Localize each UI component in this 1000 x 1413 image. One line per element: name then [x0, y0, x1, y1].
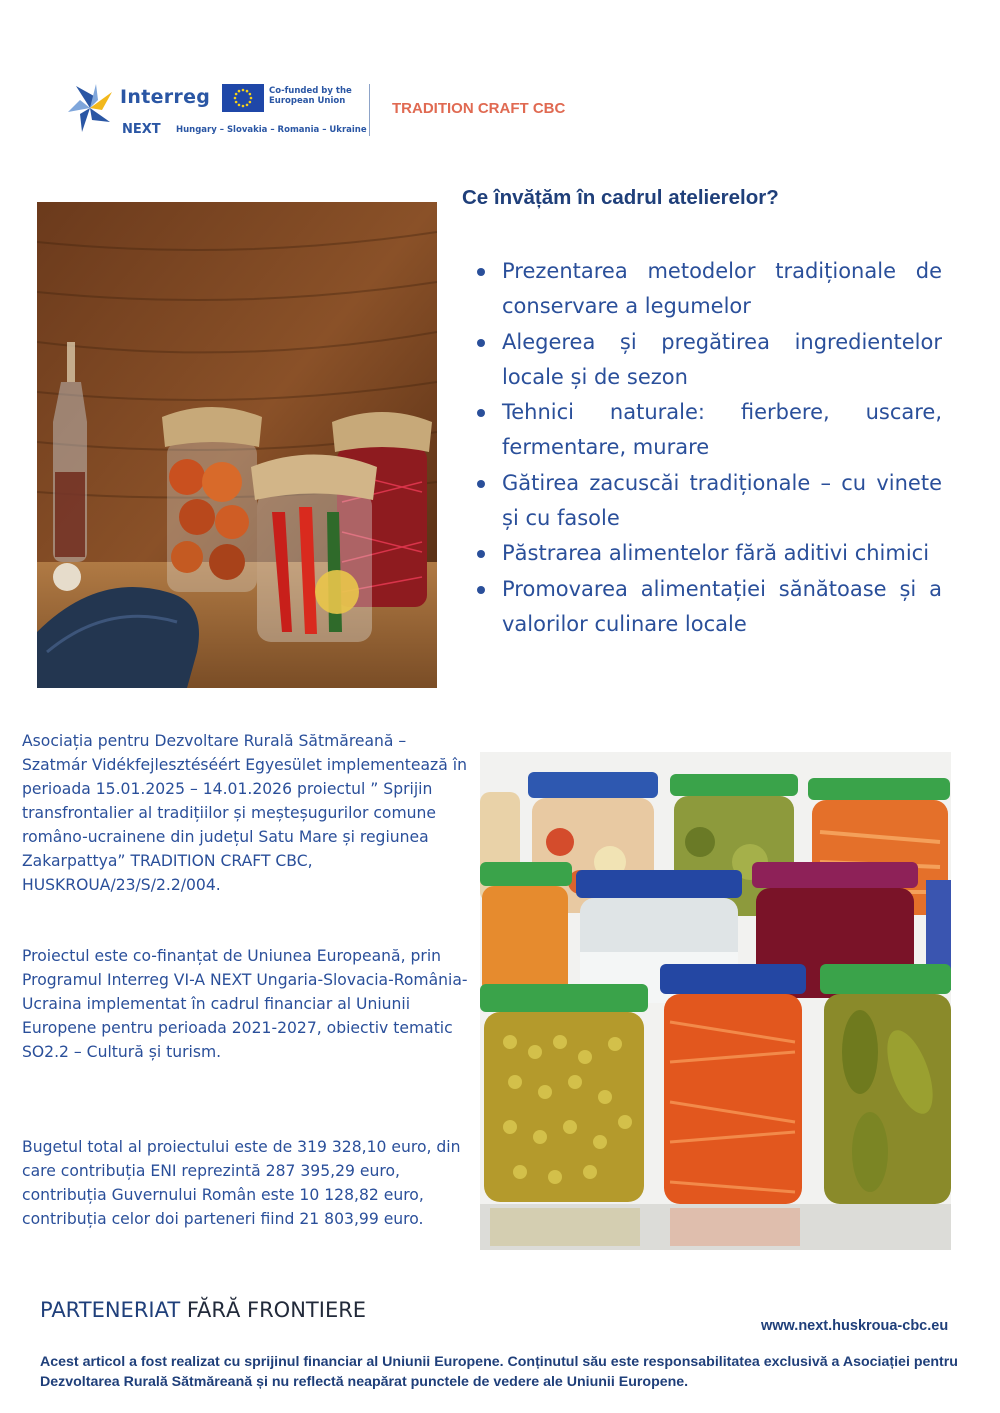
project-tag: TRADITION CRAFT CBC	[392, 100, 566, 117]
list-item: Promovarea alimentației sănătoase și a valorilor culinare locale	[474, 572, 942, 643]
interreg-logo	[66, 78, 376, 140]
footer-slogan	[40, 1298, 366, 1322]
interreg-flower-icon	[66, 82, 114, 134]
header-divider	[369, 84, 370, 136]
list-item: Păstrarea alimentelor fără aditivi chimici	[474, 536, 942, 571]
cofunded-eu-label: Co-funded by the European Union	[269, 86, 352, 106]
eu-flag-icon	[222, 84, 264, 112]
funding-paragraph: Proiectul este co-finanțat de Uniunea Europeană, prin Programul Interreg VI-A NEXT Ungaria-Slovacia-România-Ucraina implementat în cadrul financiar al Uniunii Europene pentru perioada 2021-2027, obiectiv tematic SO2.2 – Cultură și turism.	[22, 947, 468, 1061]
list-item: Gătirea zacuscăi tradiționale – cu vinete și cu fasole	[474, 466, 942, 537]
slogan-part-2: FĂRĂ FRONTIERE	[186, 1298, 367, 1322]
program-countries: Hungary – Slovakia – Romania – Ukraine	[176, 125, 367, 135]
list-item: Alegerea și pregătirea ingredientelor locale și de sezon	[474, 325, 942, 396]
preserve-jars-photo	[480, 752, 951, 1250]
interreg-wordmark: Interreg	[120, 86, 211, 108]
list-item: Tehnici naturale: fierbere, uscare, fermentare, murare	[474, 395, 942, 466]
pickled-jars-photo	[37, 202, 437, 688]
workshop-topic-list	[474, 254, 942, 642]
program-website-link[interactable]: www.next.huskroua-cbc.eu	[761, 1318, 949, 1334]
list-item: Prezentarea metodelor tradiționale de conservare a legumelor	[474, 254, 942, 325]
next-wordmark: NEXT	[122, 122, 161, 137]
project-description-paragraph: Asociația pentru Dezvoltare Rurală Sătmăreană – Szatmár Vidékfejlesztéséért Egyesület implementează în perioada 15.01.2025 – 14.01.2026 proiectul ” Sprijin transfrontalier al tradițiilor și meșteșugurilor comune româno-ucrainene din județul Satu Mare și regiunea Zakarpattya” TRADITION CRAFT CBC, HUSKROUA/23/S/2.2/004.	[22, 732, 467, 894]
workshop-heading: Ce învățăm în cadrul atelierelor?	[462, 186, 779, 209]
slogan-part-1: PARTENERIAT	[40, 1298, 187, 1322]
eu-disclaimer: Acest articol a fost realizat cu sprijinul financiar al Uniunii Europene. Conținutul său este responsabilitatea exclusivă a Asociației pentru Dezvoltarea Rurală Sătmăreană și nu reflectă neapărat punctele de vedere ale Uniunii Europene.	[40, 1354, 958, 1390]
budget-paragraph: Bugetul total al proiectului este de 319 328,10 euro, din care contribuția ENI reprezintă 287 395,29 euro, contribuția Guvernului Român este 10 128,82 euro, contribuția celor doi parteneri fiind 21 803,99 euro.	[22, 1138, 461, 1228]
